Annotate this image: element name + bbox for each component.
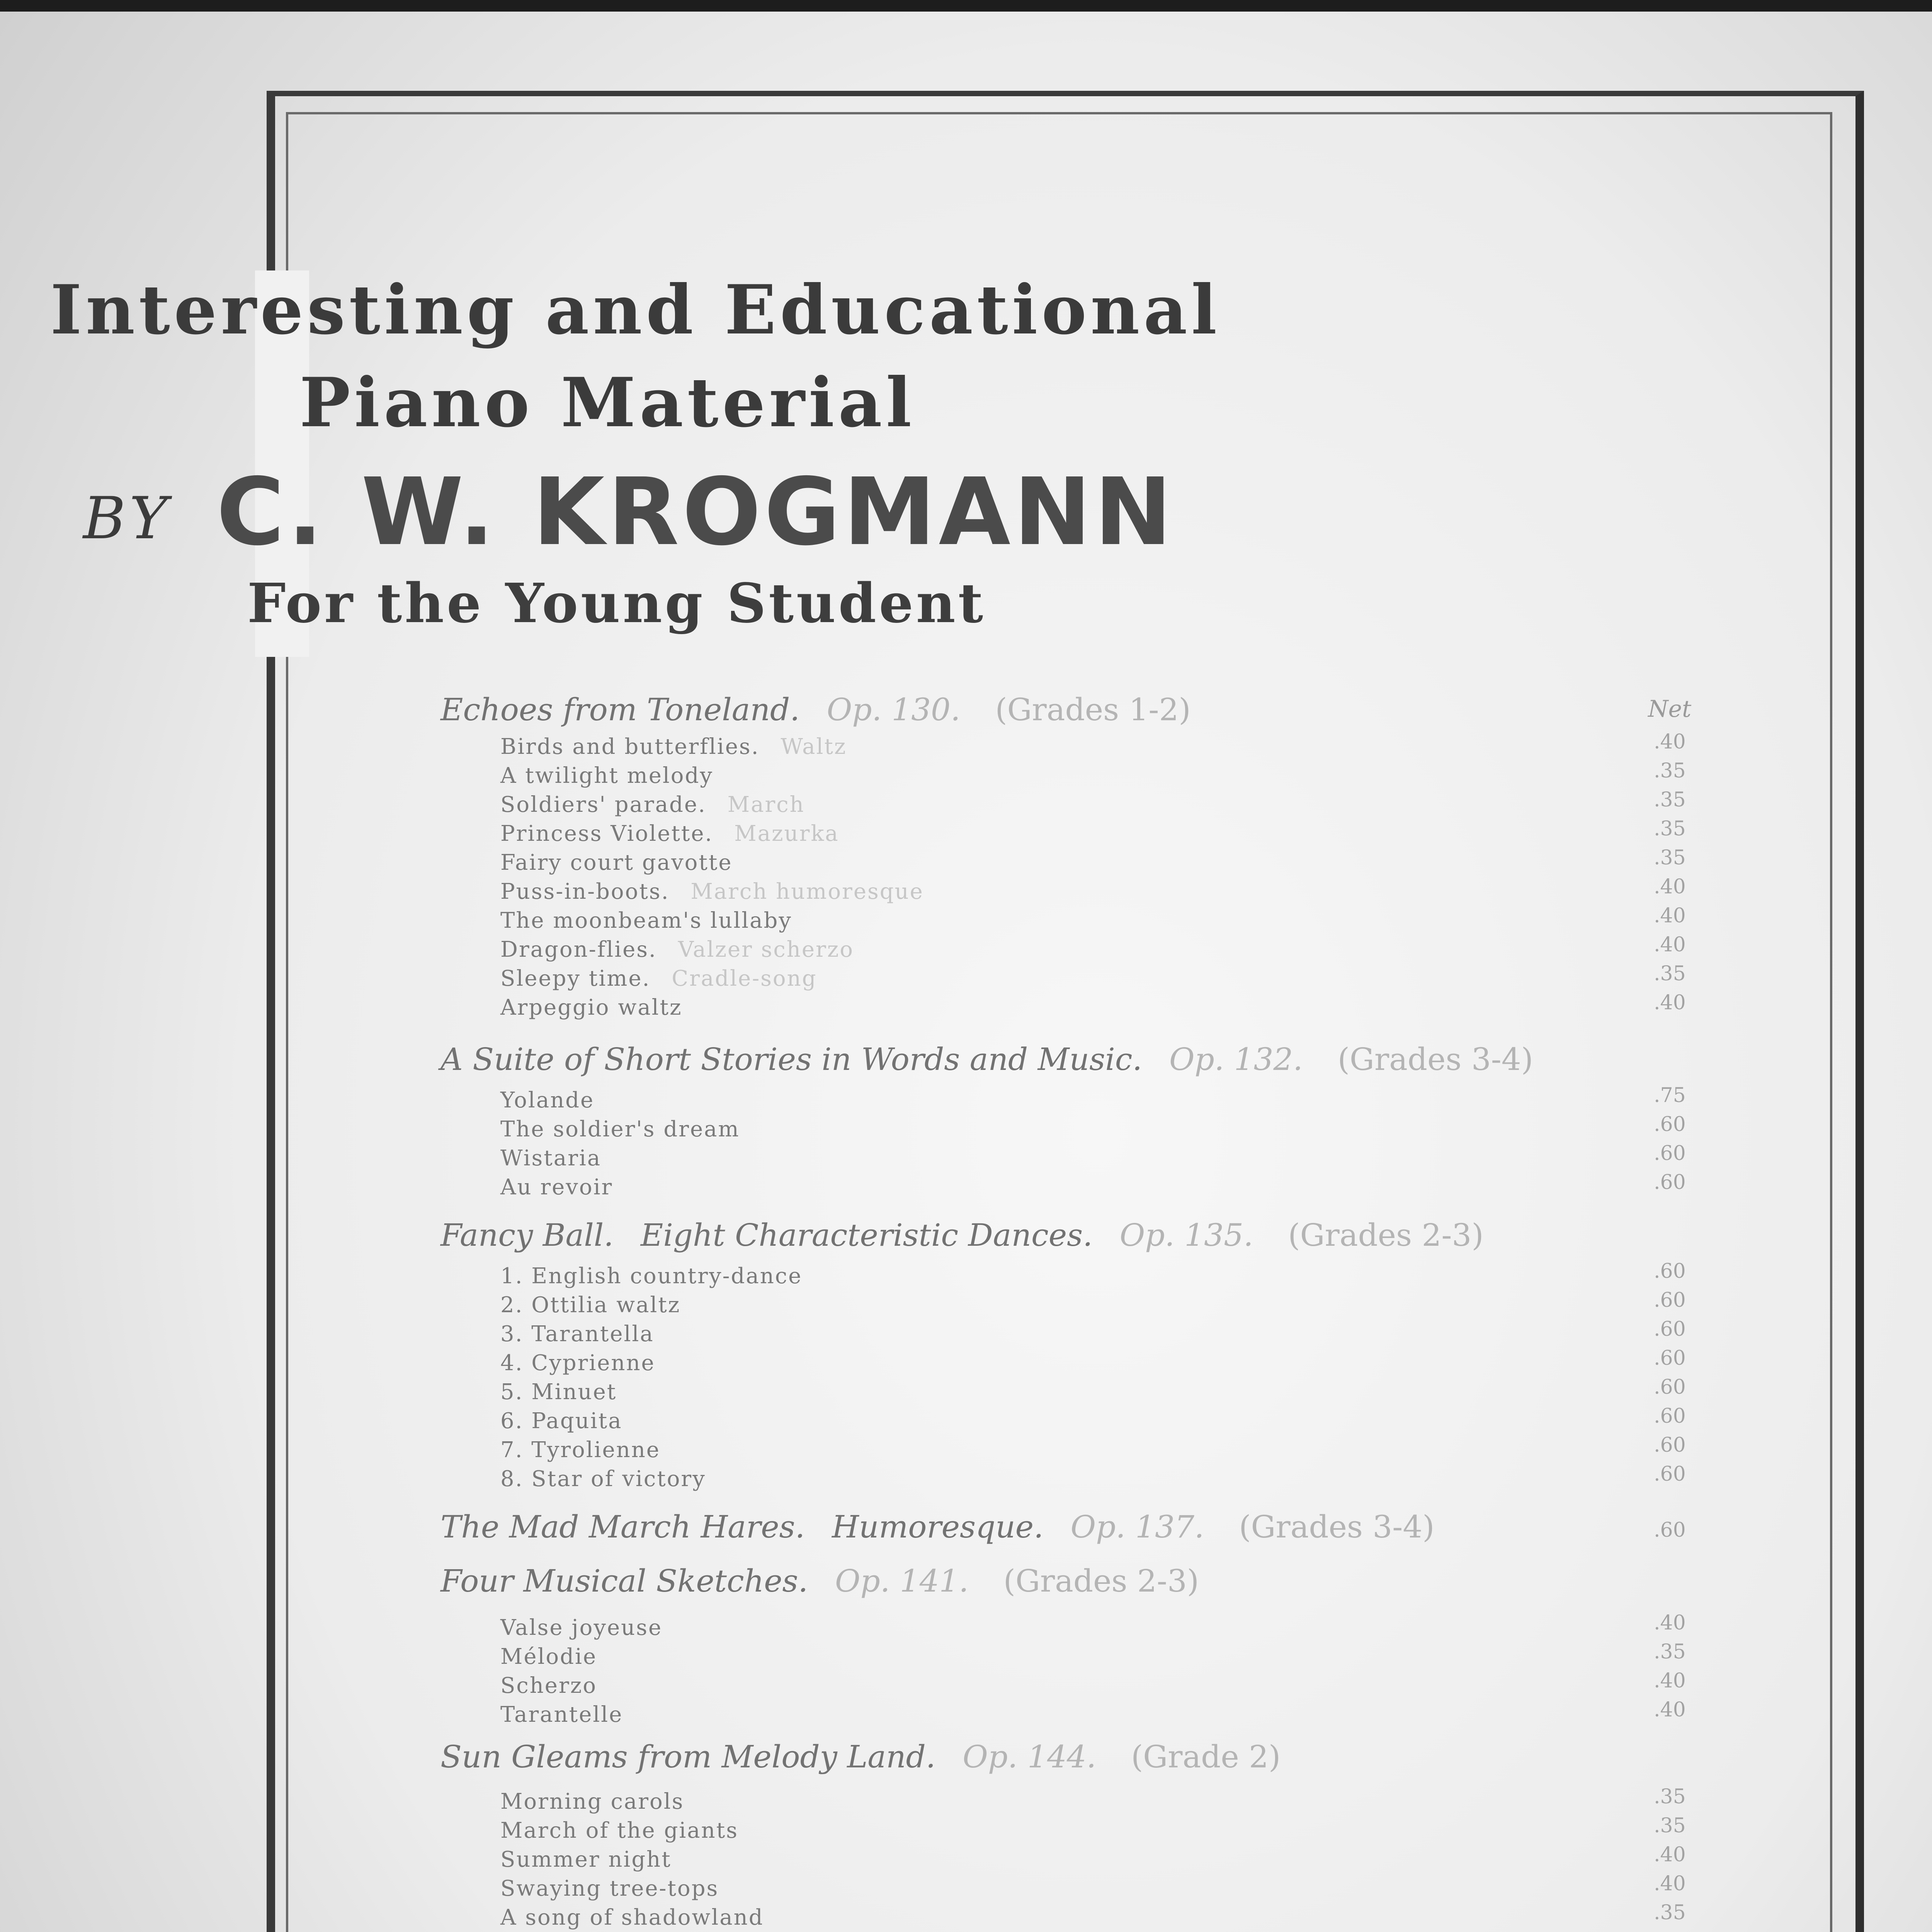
piece-name: Fairy court gavotte [500, 850, 733, 875]
grade-level: (Grades 3-4) [1239, 1509, 1435, 1545]
grade-level: (Grades 3-4) [1337, 1041, 1533, 1077]
piece-name: Summer night [500, 1847, 672, 1872]
piece-name: Swaying tree-tops [500, 1876, 719, 1901]
piece-price: .40 [1654, 933, 1686, 956]
piece-price: .60 [1654, 1260, 1686, 1283]
piece-price: .35 [1654, 788, 1686, 811]
piece-price: .40 [1654, 730, 1686, 753]
piece-price: .75 [1654, 1084, 1686, 1107]
piece-name: Dragon-flies. [500, 937, 657, 962]
net-price-header: Net [1648, 696, 1692, 723]
piece-title [500, 1350, 655, 1376]
piece-price: .40 [1654, 1843, 1686, 1866]
opus-number: Op. 141. [835, 1563, 969, 1599]
piece-price: .35 [1654, 1785, 1686, 1808]
grade-level: (Grades 1-2) [995, 692, 1191, 728]
piece-title [500, 1673, 597, 1698]
piece-price: .60 [1654, 1376, 1686, 1399]
piece-title [500, 937, 854, 962]
section-title: Echoes from Toneland. [440, 692, 800, 728]
piece-form: Waltz [781, 734, 847, 759]
piece-name: Mélodie [500, 1644, 597, 1669]
piece-price: .35 [1654, 1640, 1686, 1663]
piece-title [500, 1847, 672, 1872]
piece-price: .35 [1654, 759, 1686, 782]
section-title: Sun Gleams from Melody Land. [440, 1739, 936, 1775]
piece-name: Birds and butterflies. [500, 734, 760, 759]
piece-form: Mazurka [734, 821, 839, 846]
section-heading [440, 1509, 1434, 1545]
piece-title [500, 908, 792, 933]
piece-title [500, 1117, 740, 1142]
piece-title [500, 792, 805, 817]
piece-title [500, 1437, 660, 1463]
piece-name: Soldiers' parade. [500, 792, 706, 817]
title-line-1: Interesting and Educational [50, 270, 1221, 350]
piece-title [500, 1466, 706, 1492]
section-subtitle: Eight Characteristic Dances. [640, 1217, 1093, 1253]
piece-name: Morning carols [500, 1789, 684, 1814]
piece-name: Princess Violette. [500, 821, 713, 846]
section-title: Fancy Ball. [440, 1217, 614, 1253]
piece-price: .40 [1654, 991, 1686, 1014]
opus-number: Op. 132. [1169, 1041, 1303, 1077]
piece-name: 5. Minuet [500, 1379, 617, 1405]
piece-name: 3. Tarantella [500, 1321, 654, 1347]
piece-price: .60 [1654, 1434, 1686, 1457]
piece-form: March [727, 792, 805, 817]
piece-name: The moonbeam's lullaby [500, 908, 793, 933]
piece-price: .40 [1654, 1872, 1686, 1895]
section-heading [440, 1563, 1199, 1599]
piece-price: .60 [1654, 1171, 1686, 1194]
piece-name: 8. Star of victory [500, 1466, 706, 1492]
piece-name: March of the giants [500, 1818, 738, 1843]
piece-title [500, 966, 817, 991]
section-title: A Suite of Short Stories in Words and Music. [440, 1041, 1142, 1077]
piece-name: Au revoir [500, 1175, 613, 1200]
piece-price: .35 [1654, 817, 1686, 840]
piece-price: .60 [1654, 1318, 1686, 1341]
piece-name: The soldier's dream [500, 1117, 740, 1142]
piece-title [500, 1818, 738, 1843]
piece-title [500, 1789, 684, 1814]
piece-name: 2. Ottilia waltz [500, 1293, 681, 1318]
piece-price: .35 [1654, 1901, 1686, 1924]
section-heading [440, 1217, 1484, 1253]
section-subtitle: Humoresque. [832, 1509, 1044, 1545]
piece-price: .60 [1654, 1347, 1686, 1370]
piece-title [500, 1264, 802, 1289]
piece-name: Valse joyeuse [500, 1615, 663, 1640]
piece-price: .35 [1654, 846, 1686, 869]
piece-title [500, 1321, 654, 1347]
piece-title [500, 1702, 623, 1727]
piece-form: March humoresque [690, 879, 924, 904]
piece-title [500, 734, 847, 759]
piece-name: Tarantelle [500, 1702, 623, 1727]
opus-number: Op. 137. [1070, 1509, 1204, 1545]
piece-title [500, 1175, 613, 1200]
piece-title [500, 1644, 597, 1669]
section-heading [440, 1739, 1281, 1775]
piece-name: Wistaria [500, 1146, 602, 1171]
title-line-2: Piano Material [299, 363, 916, 442]
piece-name: A twilight melody [500, 763, 713, 788]
piece-title [500, 1876, 719, 1901]
piece-name: Arpeggio waltz [500, 995, 682, 1020]
piece-price: .35 [1654, 962, 1686, 985]
piece-title [500, 850, 733, 875]
piece-name: A song of shadowland [500, 1905, 764, 1930]
piece-title [500, 1615, 662, 1640]
section-heading [440, 692, 1191, 728]
piece-price: .60 [1654, 1142, 1686, 1165]
piece-title [500, 1146, 601, 1171]
piece-name: Scherzo [500, 1673, 597, 1698]
piece-title [500, 1088, 594, 1113]
piece-name: Yolande [500, 1088, 595, 1113]
piece-title [500, 1408, 622, 1434]
piece-title [500, 1293, 680, 1318]
opus-number: Op. 144. [963, 1739, 1097, 1775]
opus-number: Op. 135. [1119, 1217, 1253, 1253]
section-price: .60 [1654, 1519, 1686, 1542]
by-label: BY [83, 485, 172, 552]
piece-name: 6. Paquita [500, 1408, 622, 1434]
piece-title [500, 879, 924, 904]
piece-price: .40 [1654, 1669, 1686, 1692]
section-title: The Mad March Hares. [440, 1509, 805, 1545]
piece-price: .40 [1654, 1698, 1686, 1721]
piece-price: .60 [1654, 1113, 1686, 1136]
piece-title [500, 995, 682, 1020]
composer-name: C. W. KROGMANN [216, 458, 1175, 566]
grade-level: (Grade 2) [1131, 1739, 1281, 1775]
piece-price: .60 [1654, 1289, 1686, 1312]
piece-title [500, 1379, 617, 1405]
section-title: Four Musical Sketches. [440, 1563, 808, 1599]
section-heading [440, 1041, 1533, 1077]
piece-title [500, 763, 713, 788]
grade-level: (Grades 2-3) [1003, 1563, 1199, 1599]
piece-name: 1. English country-dance [500, 1264, 803, 1289]
piece-name: Sleepy time. [500, 966, 651, 991]
subtitle: For the Young Student [247, 572, 986, 635]
piece-name: Puss-in-boots. [500, 879, 670, 904]
piece-price: .35 [1654, 1814, 1686, 1837]
opus-number: Op. 130. [827, 692, 961, 728]
piece-name: 7. Tyrolienne [500, 1437, 660, 1463]
piece-price: .60 [1654, 1463, 1686, 1486]
piece-name: 4. Cyprienne [500, 1350, 655, 1376]
piece-title [500, 1905, 764, 1930]
piece-price: .40 [1654, 875, 1686, 898]
piece-price: .40 [1654, 1611, 1686, 1634]
piece-title [500, 821, 839, 846]
grade-level: (Grades 2-3) [1288, 1217, 1484, 1253]
piece-form: Valzer scherzo [678, 937, 854, 962]
piece-price: .40 [1654, 904, 1686, 927]
piece-price: .60 [1654, 1405, 1686, 1428]
piece-form: Cradle-song [672, 966, 817, 991]
